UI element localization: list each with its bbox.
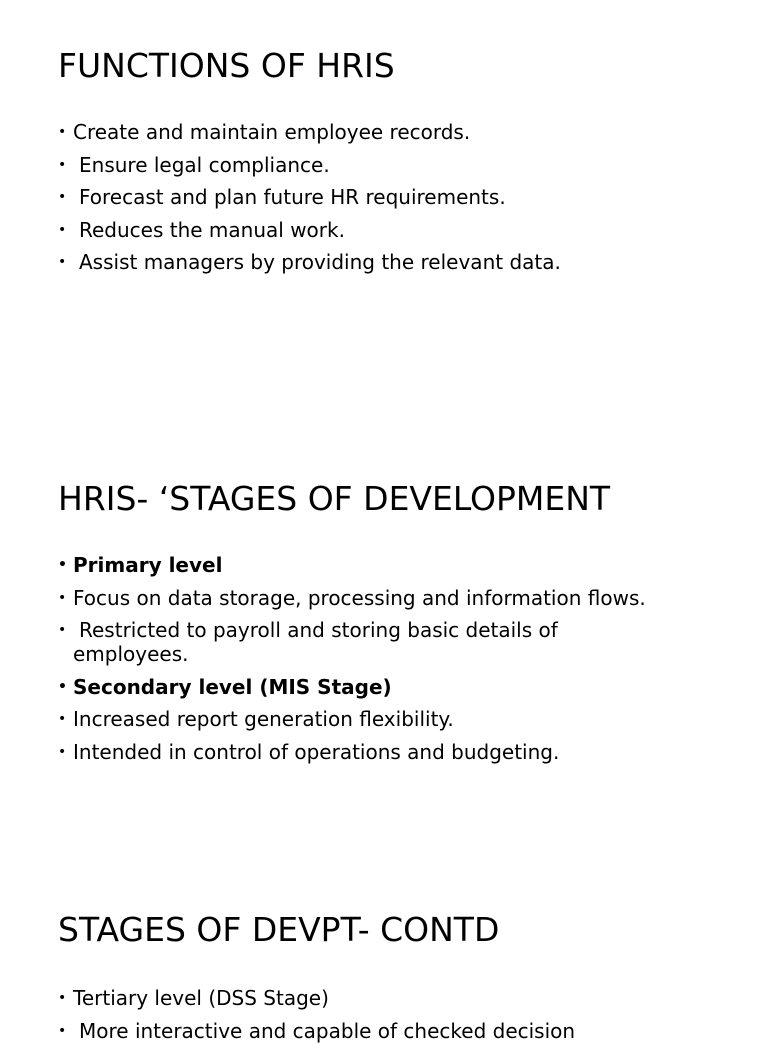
slide-title: STAGES OF DEVPT- CONTD xyxy=(58,910,500,949)
bullet-item: • Secondary level (MIS Stage) xyxy=(58,675,658,699)
slide-title: FUNCTIONS OF HRIS xyxy=(58,46,395,85)
bullet-list xyxy=(58,120,658,283)
bullet-item: • Tertiary level (DSS Stage) xyxy=(58,986,658,1010)
bullet-item: • Focus on data storage, processing and information flows. xyxy=(58,586,658,610)
bullet-item: • Increased report generation flexibility. xyxy=(58,707,658,731)
bullet-item: • Restricted to payroll and storing basic details of employees. xyxy=(58,618,658,666)
slide-stages-of-development xyxy=(0,462,768,802)
bullet-item: • Primary level xyxy=(58,553,658,577)
bullet-list xyxy=(58,986,658,1051)
bullet-list xyxy=(58,553,658,772)
bullet-item: • Create and maintain employee records. xyxy=(58,120,658,144)
slide-title: HRIS- ‘STAGES OF DEVELOPMENT xyxy=(58,479,611,518)
bullet-item: • More interactive and capable of checked decision xyxy=(58,1019,658,1043)
bullet-item: • Ensure legal compliance. xyxy=(58,153,658,177)
bullet-item: • Assist managers by providing the relevant data. xyxy=(58,250,658,274)
slide-stages-contd xyxy=(0,892,768,1043)
slide-functions-of-hris xyxy=(0,0,768,300)
bullet-item: • Reduces the manual work. xyxy=(58,218,658,242)
bullet-item: • Forecast and plan future HR requirements. xyxy=(58,185,658,209)
bullet-item: • Intended in control of operations and budgeting. xyxy=(58,740,658,764)
